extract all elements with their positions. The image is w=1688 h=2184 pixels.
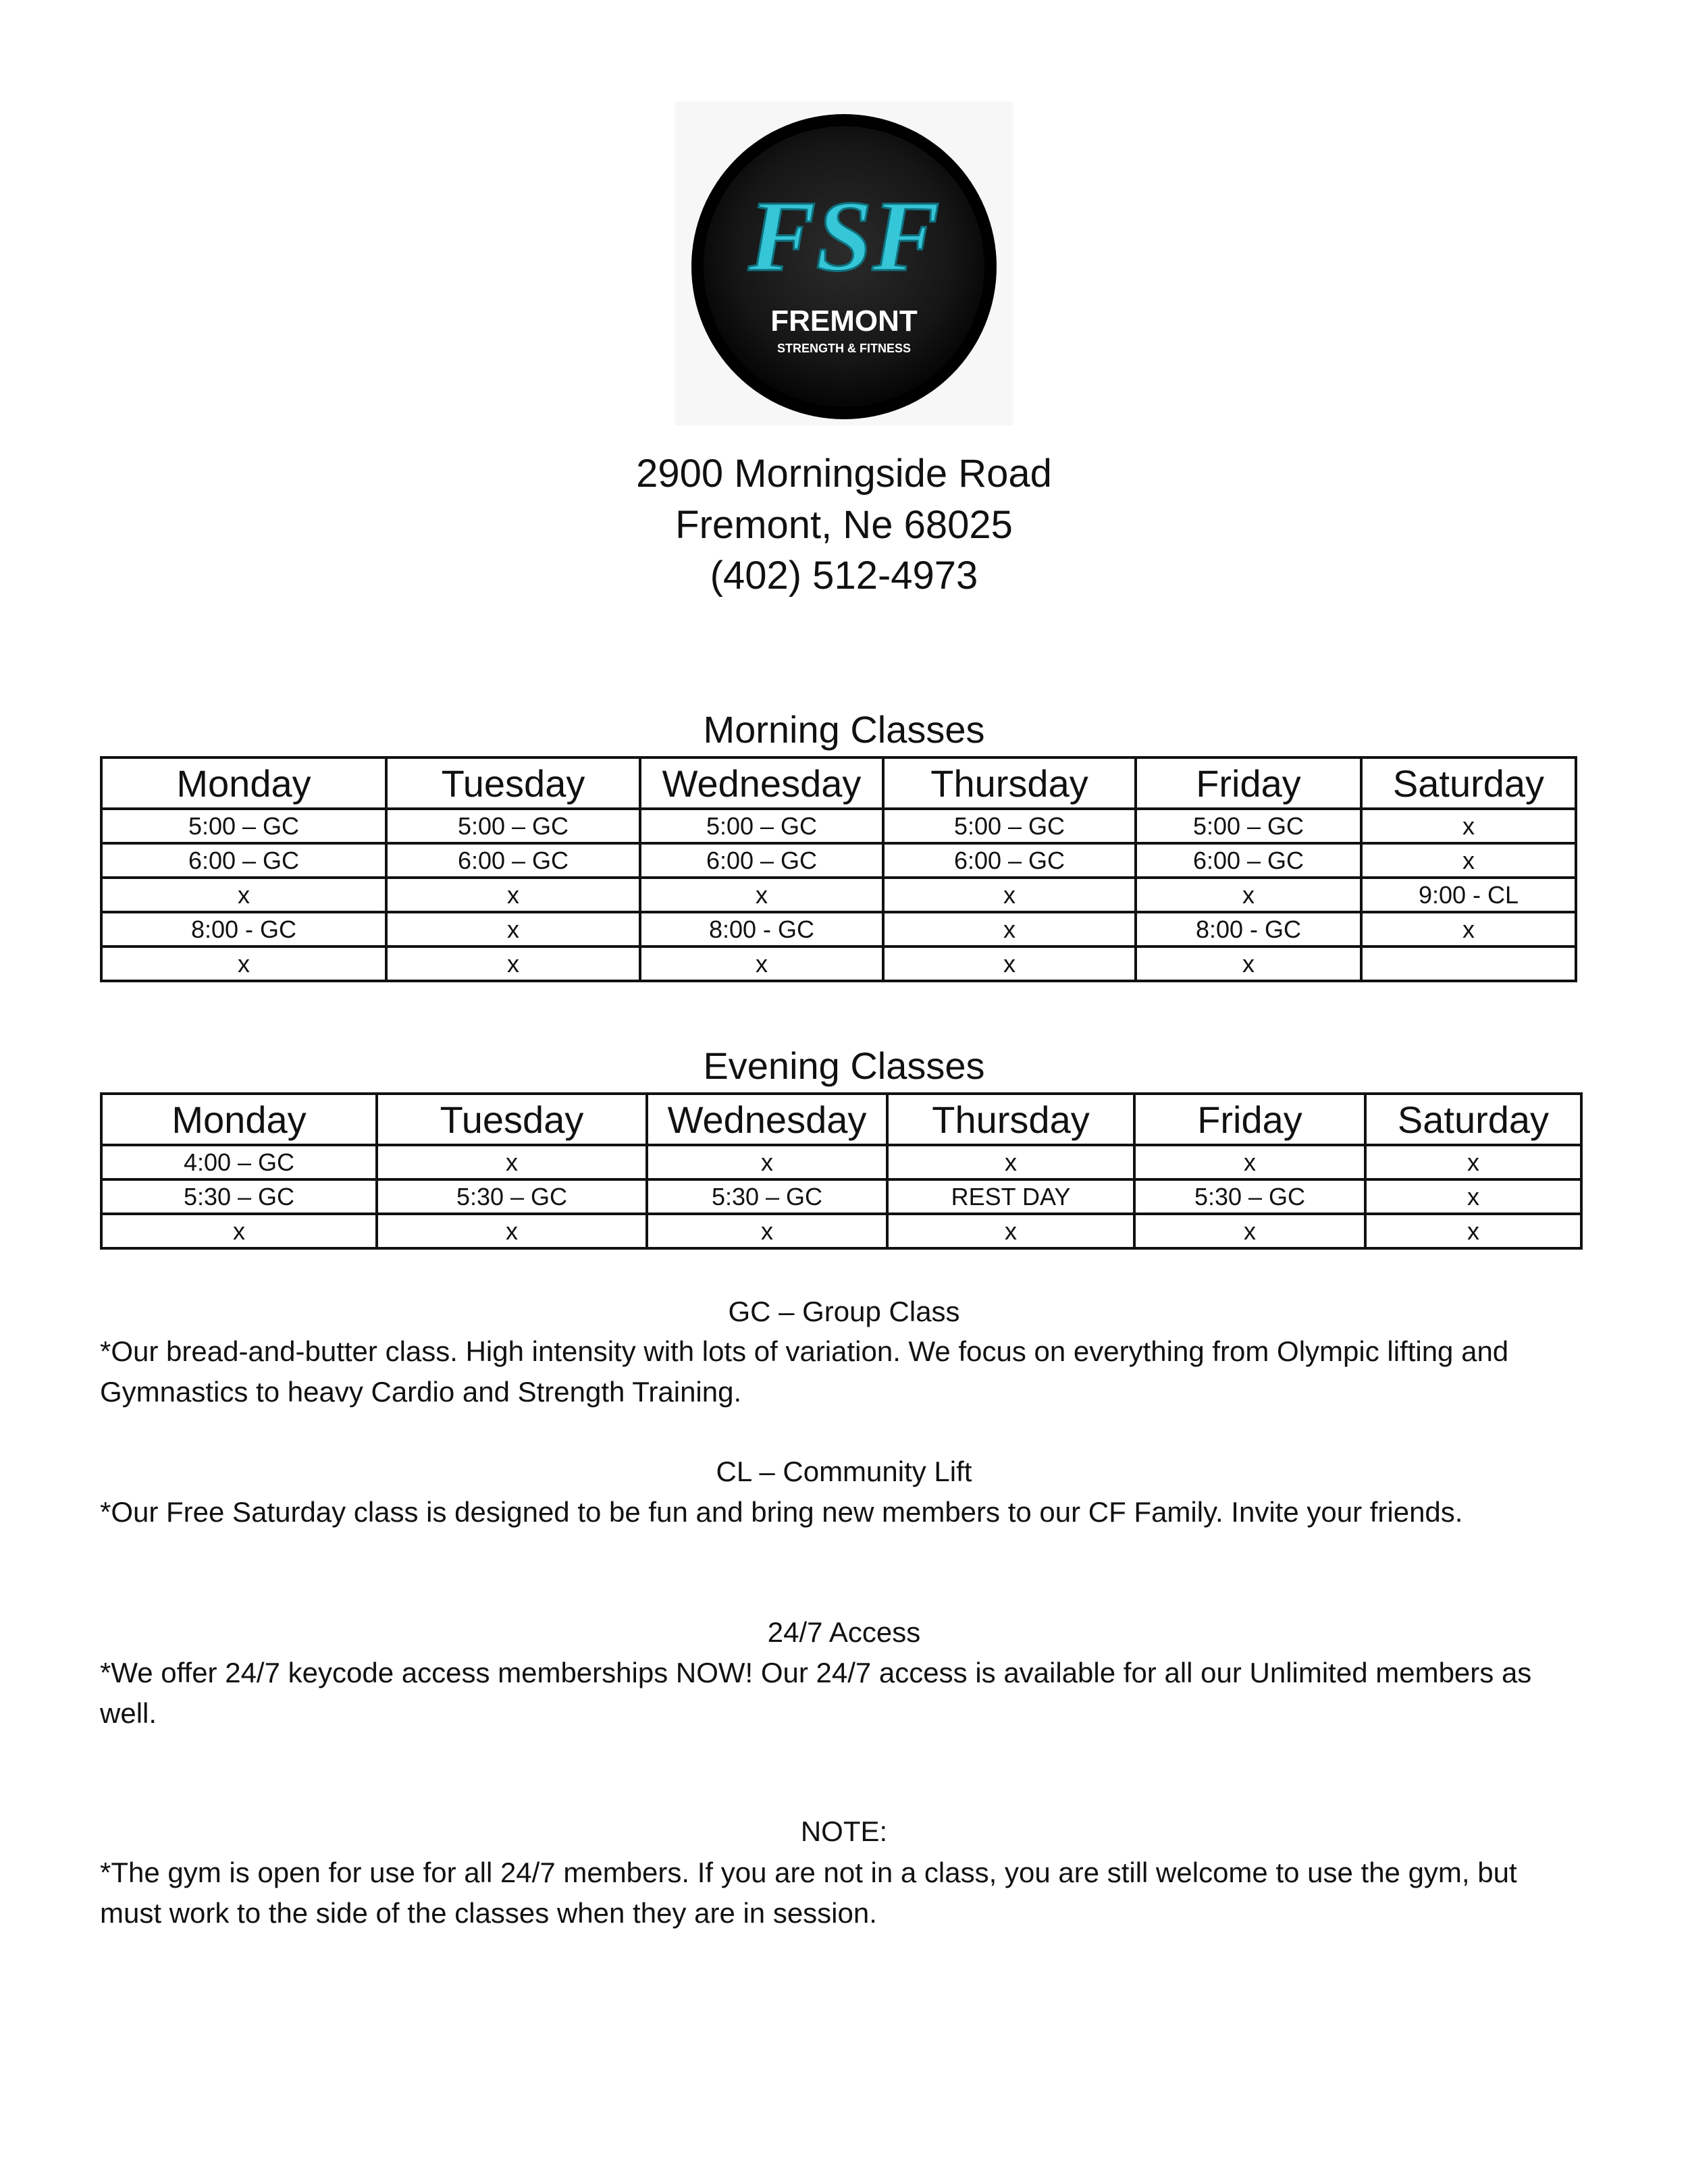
table-cell: x: [1365, 1145, 1581, 1179]
table-header-row: [101, 1094, 1581, 1145]
table-cell: 8:00 - GC: [1136, 912, 1361, 947]
table-cell: 6:00 – GC: [640, 843, 883, 878]
table-row: [101, 1179, 1581, 1214]
table-cell: 5:30 – GC: [647, 1179, 887, 1214]
table-cell: x: [1361, 912, 1576, 947]
column-header: Thursday: [887, 1094, 1134, 1145]
evening-schedule-table: [100, 1092, 1583, 1250]
table-cell: REST DAY: [887, 1179, 1134, 1214]
table-cell: x: [1136, 947, 1361, 981]
phone-number[interactable]: (402) 512-4973: [710, 554, 978, 597]
table-row: [101, 1145, 1581, 1179]
table-cell: x: [377, 1214, 647, 1248]
table-cell: 8:00 - GC: [101, 912, 386, 947]
table-header-row: [101, 757, 1576, 809]
table-cell: x: [377, 1145, 647, 1179]
table-cell: x: [883, 912, 1136, 947]
table-cell: x: [386, 912, 640, 947]
logo-emblem: [675, 101, 1013, 425]
table-cell: x: [647, 1145, 887, 1179]
table-cell: x: [101, 1214, 377, 1248]
table-cell: x: [883, 878, 1136, 912]
gym-logo: [675, 101, 1013, 425]
table-cell: 9:00 - CL: [1361, 878, 1576, 912]
table-cell: x: [1365, 1179, 1581, 1214]
table-cell: x: [1361, 809, 1576, 843]
table-cell: 5:30 – GC: [101, 1179, 377, 1214]
gc-legend-title: GC – Group Class: [728, 1296, 960, 1327]
table-cell: 4:00 – GC: [101, 1145, 377, 1179]
access-title: 24/7 Access: [767, 1616, 921, 1648]
table-cell: x: [1134, 1145, 1365, 1179]
table-cell: x: [640, 878, 883, 912]
cl-legend-text: *Our Free Saturday class is designed to be fun and bring new members to our CF Family. Invite your friends.: [100, 1496, 1463, 1528]
cl-legend-title: CL – Community Lift: [716, 1456, 972, 1487]
note-title: NOTE:: [800, 1815, 888, 1847]
column-header: Monday: [101, 757, 386, 809]
table-row: [101, 912, 1576, 947]
table-cell: x: [1361, 843, 1576, 878]
table-cell: x: [101, 947, 386, 981]
access-text: *We offer 24/7 keycode access memberships NOW! Our 24/7 access is available for all our Unlimited members as well.: [100, 1657, 1532, 1729]
table-cell: 5:00 – GC: [386, 809, 640, 843]
column-header: Tuesday: [377, 1094, 647, 1145]
column-header: Tuesday: [386, 757, 640, 809]
table-cell: 5:00 – GC: [101, 809, 386, 843]
note-text: *The gym is open for use for all 24/7 members. If you are not in a class, you are still welcome to use the gym, but must work to the side of the classes when they are in session.: [100, 1857, 1517, 1929]
table-cell: x: [1136, 878, 1361, 912]
table-row: [101, 809, 1576, 843]
table-cell: x: [1365, 1214, 1581, 1248]
table-cell: x: [647, 1214, 887, 1248]
column-header: Wednesday: [647, 1094, 887, 1145]
logo-tagline: STRENGTH & FITNESS: [776, 342, 912, 355]
table-cell: 5:30 – GC: [1134, 1179, 1365, 1214]
table-cell: 5:00 – GC: [640, 809, 883, 843]
morning-schedule-table: [100, 756, 1577, 982]
table-cell: x: [887, 1145, 1134, 1179]
table-cell: 6:00 – GC: [386, 843, 640, 878]
table-cell: x: [386, 947, 640, 981]
table-cell: 5:00 – GC: [1136, 809, 1361, 843]
table-row: [101, 1214, 1581, 1248]
table-row: [101, 843, 1576, 878]
column-header: Monday: [101, 1094, 377, 1145]
table-cell: x: [640, 947, 883, 981]
logo-name: FREMONT: [770, 304, 918, 338]
table-cell: x: [386, 878, 640, 912]
table-cell: 6:00 – GC: [883, 843, 1136, 878]
logo-initials: FSF: [748, 180, 940, 292]
address-street: 2900 Morningside Road: [636, 452, 1052, 496]
table-cell: x: [101, 878, 386, 912]
table-cell: x: [883, 947, 1136, 981]
table-cell: [1361, 947, 1576, 981]
table-cell: 5:30 – GC: [377, 1179, 647, 1214]
table-cell: 6:00 – GC: [1136, 843, 1361, 878]
table-row: [101, 878, 1576, 912]
table-cell: 8:00 - GC: [640, 912, 883, 947]
table-cell: x: [1134, 1214, 1365, 1248]
column-header: Wednesday: [640, 757, 883, 809]
table-cell: 5:00 – GC: [883, 809, 1136, 843]
table-cell: x: [887, 1214, 1134, 1248]
table-row: [101, 947, 1576, 981]
column-header: Friday: [1136, 757, 1361, 809]
morning-classes-title: Morning Classes: [703, 708, 985, 751]
column-header: Friday: [1134, 1094, 1365, 1145]
column-header: Thursday: [883, 757, 1136, 809]
table-cell: 6:00 – GC: [101, 843, 386, 878]
evening-classes-title: Evening Classes: [703, 1044, 985, 1087]
column-header: Saturday: [1365, 1094, 1581, 1145]
column-header: Saturday: [1361, 757, 1576, 809]
gc-legend-text: *Our bread-and-butter class. High intensity with lots of variation. We focus on everything from Olympic lifting and Gymnastics to heavy Cardio and Strength Training.: [100, 1335, 1509, 1408]
address-city: Fremont, Ne 68025: [675, 503, 1013, 547]
